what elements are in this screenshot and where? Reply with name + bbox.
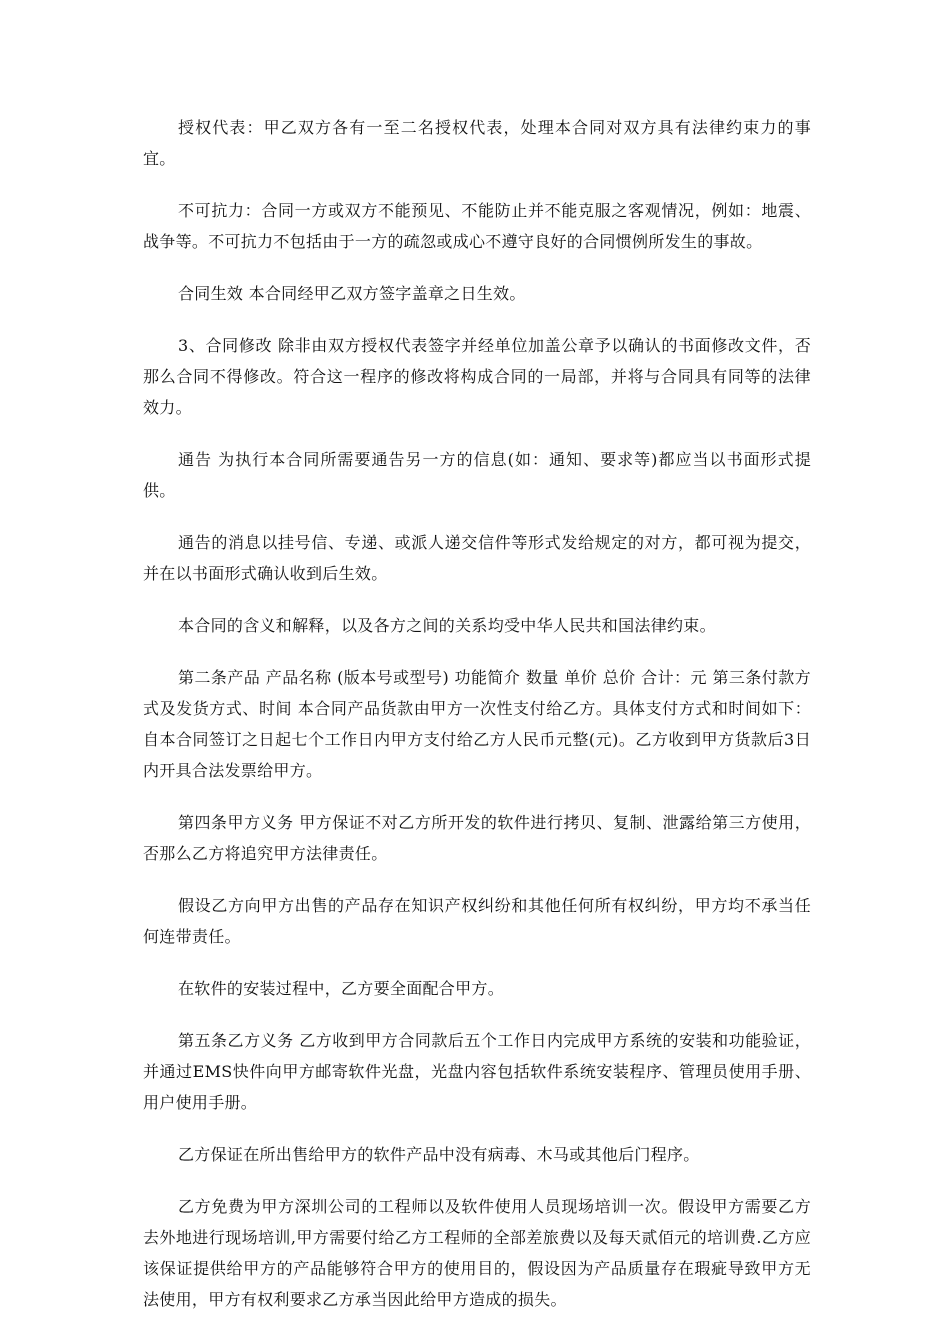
paragraph-no-malware-guarantee: 乙方保证在所出售给甲方的软件产品中没有病毒、木马或其他后门程序。 xyxy=(178,1145,700,1164)
paragraph-ip-disputes: 假设乙方向甲方出售的产品存在知识产权纠纷和其他任何所有权纠纷，甲方均不承当任何连带责任。 xyxy=(143,896,811,946)
paragraph-notice-delivery: 通告的消息以挂号信、专递、或派人递交信件等形式发给规定的对方，都可视为提交，并在以书面形式确认收到后生效。 xyxy=(143,533,811,583)
paragraph-force-majeure: 不可抗力：合同一方或双方不能预见、不能防止并不能克服之客观情况，例如：地震、战争等。不可抗力不包括由于一方的疏忽或成心不遵守良好的合同惯例所发生的事故。 xyxy=(143,201,811,251)
paragraph-article-5-party-b-obligations: 第五条乙方义务 乙方收到甲方合同款后五个工作日内完成甲方系统的安装和功能验证，并通过EMS快件向甲方邮寄软件光盘，光盘内容包括软件系统安装程序、管理员使用手册、用户使用手册。 xyxy=(143,1031,811,1112)
paragraph-authorized-representative: 授权代表：甲乙双方各有一至二名授权代表，处理本合同对双方具有法律约束力的事宜。 xyxy=(143,118,811,168)
paragraph-governing-law: 本合同的含义和解释，以及各方之间的关系均受中华人民共和国法律约束。 xyxy=(178,616,716,635)
paragraph-notice: 通告 为执行本合同所需要通告另一方的信息(如：通知、要求等)都应当以书面形式提供。 xyxy=(143,450,811,500)
paragraph-contract-effective: 合同生效 本合同经甲乙双方签字盖章之日生效。 xyxy=(178,284,526,303)
paragraph-contract-amendment: 3、合同修改 除非由双方授权代表签字并经单位加盖公章予以确认的书面修改文件，否那么合同不得修改。符合这一程序的修改将构成合同的一局部，并将与合同具有同等的法律效力。 xyxy=(143,336,811,417)
document-body xyxy=(143,112,811,1336)
paragraph-training-and-quality: 乙方免费为甲方深圳公司的工程师以及软件使用人员现场培训一次。假设甲方需要乙方去外地进行现场培训,甲方需要付给乙方工程师的全部差旅费以及每天贰佰元的培训费.乙方应该保证提供给甲方的产品能够符合甲方的使用目的，假设因为产品质量存在瑕疵导致甲方无法使用，甲方有权利要求乙方承当因此给甲方造成的损失。 xyxy=(143,1197,811,1309)
paragraph-article-4-party-a-obligations: 第四条甲方义务 甲方保证不对乙方所开发的软件进行拷贝、复制、泄露给第三方使用，否那么乙方将追究甲方法律责任。 xyxy=(143,813,811,863)
paragraph-installation-cooperation: 在软件的安装过程中，乙方要全面配合甲方。 xyxy=(178,979,505,998)
paragraph-article-2-3-product-payment: 第二条产品 产品名称 (版本号或型号) 功能简介 数量 单价 总价 合计：元 第三条付款方式及发货方式、时间 本合同产品货款由甲方一次性支付给乙方。具体支付方式和时间如下：自本合同签订之日起七个工作日内甲方支付给乙方人民币元整(元)。乙方收到甲方货款后3日内开具合法发票给甲方。 xyxy=(143,668,811,780)
